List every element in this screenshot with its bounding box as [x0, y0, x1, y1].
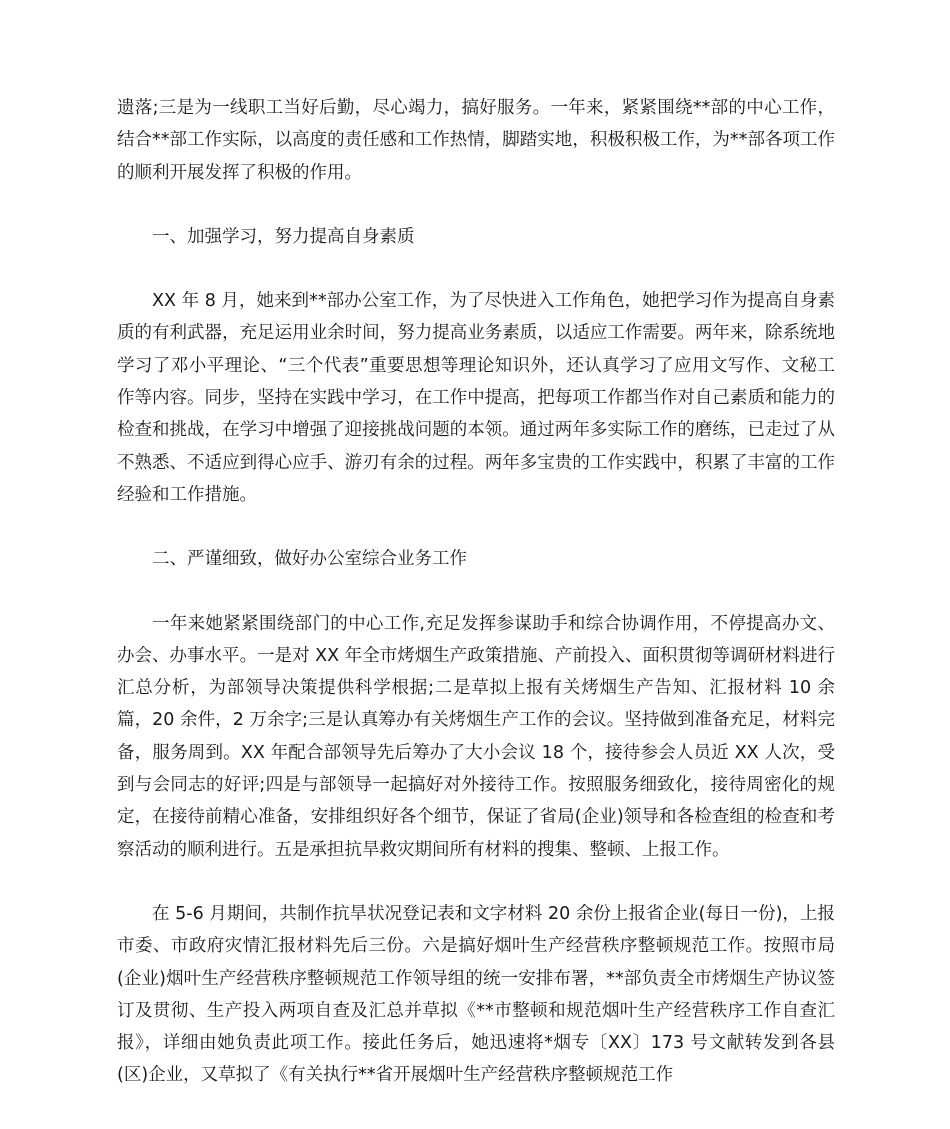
paragraph-office-work: 一年来她紧紧围绕部门的中心工作,充足发挥参谋助手和综合协调作用，不停提高办文、办会、办事水平。一是对 XX 年全市烤烟生产政策措施、产前投入、面积贯彻等调研材料进行汇总分析，为部领导决策提供科学根据;二是草拟上报有关烤烟生产告知、汇报材料 10 余篇，20 余件，2 万余字;三是认真筹办有关烤烟生产工作的会议。坚持做到准备充足，材料完备，服务周到。XX 年配合部领导先后筹办了大小会议 18 个，接待参会人员近 XX 人次，受到与会同志的好评;四是与部领导一起搞好对外接待工作。按照服务细致化，接待周密化的规定，在接待前精心准备，安排组织好各个细节，保证了省局(企业)领导和各检查组的检查和考察活动的顺利进行。五是承担抗旱救灾期间所有材料的搜集、整顿、上报工作。 — [117, 613, 835, 860]
paragraph-continuation: 遗落;三是为一线职工当好后勤，尽心竭力，搞好服务。一年来，紧紧围绕**部的中心工作，结合**部工作实际，以高度的责任感和工作热情，脚踏实地，积极积极工作，为**部各项工作的顺利开展发挥了积极的作用。 — [117, 98, 835, 183]
paragraph-drought-period: 在 5-6 月期间，共制作抗旱状况登记表和文字材料 20 余份上报省企业(每日一份)，上报市委、市政府灾情汇报材料先后三份。六是搞好烟叶生产经营秩序整顿规范工作。按照市局(企业)烟叶生产经营秩序整顿规范工作领导组的统一安排布署，**部负责全市烤烟生产协议签订及贯彻、生产投入两项自查及汇总并草拟《**市整顿和规范烟叶生产经营秩序工作自查汇报》，详细由她负责此项工作。接此任务后，她迅速将*烟专〔XX〕173 号文献转发到各县(区)企业，又草拟了《有关执行**省开展烟叶生产经营秩序整顿规范工作 — [117, 903, 835, 1086]
document-body — [117, 92, 835, 1092]
paragraph-study: XX 年 8 月，她来到**部办公室工作，为了尽快进入工作角色，她把学习作为提高自身素质的有利武器，充足运用业余时间，努力提高业务素质，以适应工作需要。两年来，除系统地学习了邓小平理论、“三个代表”重要思想等理论知识外，还认真学习了应用文写作、文秘工作等内容。同步，坚持在实践中学习，在工作中提高，把每项工作都当作对自己素质和能力的检查和挑战，在学习中增强了迎接挑战问题的本领。通过两年多实际工作的磨练，已走过了从不熟悉、不适应到得心应手、游刃有余的过程。两年多宝贵的工作实践中，积累了丰富的工作经验和工作措施。 — [117, 291, 835, 505]
section-heading-2: 二、严谨细致，做好办公室综合业务工作 — [152, 549, 467, 570]
section-heading-1: 一、加强学习，努力提高自身素质 — [152, 226, 415, 247]
